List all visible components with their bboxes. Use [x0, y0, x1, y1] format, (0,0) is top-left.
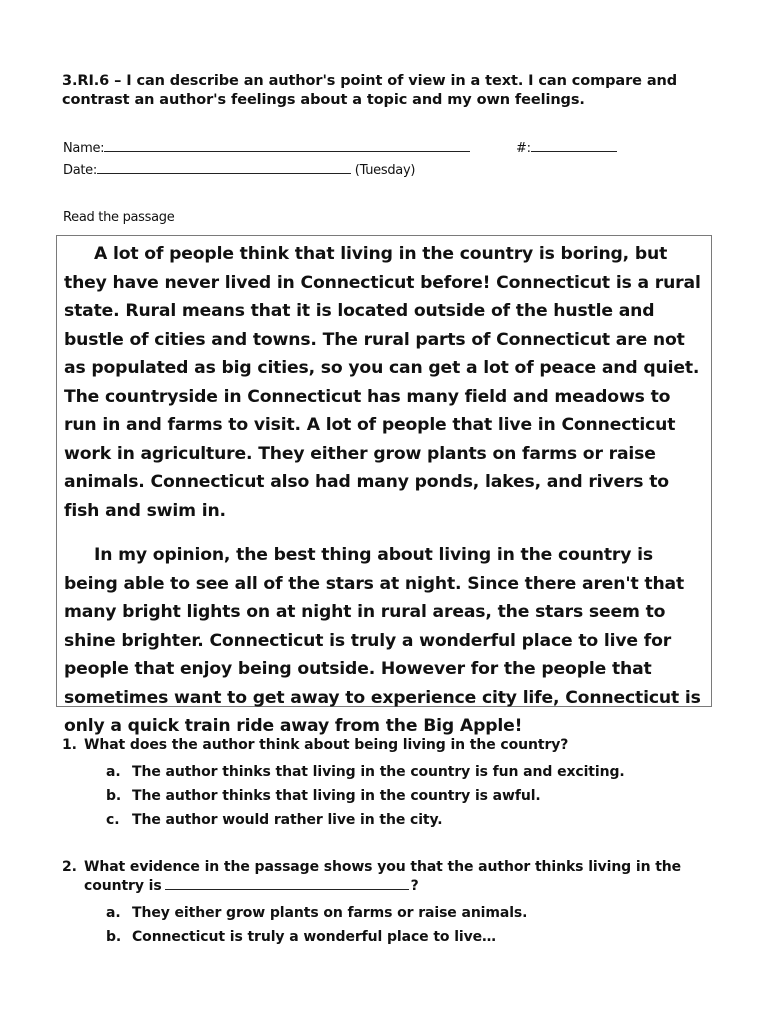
- read-instruction: Read the passage: [63, 210, 175, 225]
- passage-paragraph-1: A lot of people think that living in the country is boring, but they have never lived in Connecticut before! Connecticut is a rural state. Rural means that it is located outside of the hustle and bustle of cities and towns. The rural parts of Connecticut are not as populated as big cities, so you can get a lot of peace and quiet. The countryside in Connecticut has many field and meadows to run in and farms to visit. A lot of people that live in Connecticut work in agriculture. They either grow plants on farms or raise animals. Connecticut also had many ponds, lakes, and rivers to fish and swim in.: [64, 244, 701, 521]
- question-text: What does the author think about being living in the country?: [84, 737, 569, 753]
- option-text: The author thinks that living in the country is fun and exciting.: [132, 764, 625, 780]
- question-2: [62, 858, 702, 949]
- option-text: The author would rather live in the city.: [132, 812, 443, 828]
- question-number: 2.: [62, 859, 77, 875]
- date-row: [63, 161, 415, 178]
- question-number: 1.: [62, 737, 77, 753]
- option-text: The author thinks that living in the country is awful.: [132, 788, 541, 804]
- name-row: [63, 139, 470, 156]
- answer-option-1b[interactable]: [106, 784, 702, 808]
- name-blank[interactable]: [104, 139, 470, 152]
- date-blank[interactable]: [97, 161, 351, 174]
- number-row: [516, 139, 617, 156]
- option-letter: b.: [106, 788, 122, 804]
- answer-option-2b[interactable]: [106, 925, 702, 949]
- answer-option-1a[interactable]: [106, 760, 702, 784]
- question-text-after: ?: [410, 878, 419, 894]
- number-blank[interactable]: [531, 139, 617, 152]
- passage-paragraph-2: In my opinion, the best thing about living in the country is being able to see all of the stars at night. Since there aren't that many bright lights on at night in rural areas, the stars seem to shine brighter. Connecticut is truly a wonderful place to live for people that enjoy being outside. However for the people that sometimes want to get away to experience city life, Connecticut is only a quick train ride away from the Big Apple!: [64, 545, 701, 736]
- name-label: Name:: [63, 141, 105, 156]
- questions-section: [62, 736, 702, 949]
- option-text: Connecticut is truly a wonderful place to live…: [132, 929, 496, 945]
- learning-standard: 3.RI.6 – I can describe an author's point of view in a text. I can compare and contrast an author's feelings about a topic and my own feelings.: [62, 73, 678, 108]
- answer-option-1c[interactable]: [106, 808, 702, 832]
- question-text: [84, 858, 702, 896]
- option-letter: a.: [106, 905, 121, 921]
- date-label: Date:: [63, 163, 97, 178]
- option-text: They either grow plants on farms or raise animals.: [132, 905, 528, 921]
- number-label: #:: [516, 141, 531, 156]
- option-letter: a.: [106, 764, 121, 780]
- answer-blank[interactable]: [165, 877, 409, 890]
- question-text-before: What evidence in the passage shows you that the author thinks living in the country is: [84, 859, 682, 894]
- option-letter: b.: [106, 929, 122, 945]
- day-label: (Tuesday): [354, 163, 416, 178]
- answer-option-2a[interactable]: [106, 901, 702, 925]
- option-letter: c.: [106, 812, 120, 828]
- question-1: [62, 736, 702, 832]
- passage-box: [56, 235, 712, 736]
